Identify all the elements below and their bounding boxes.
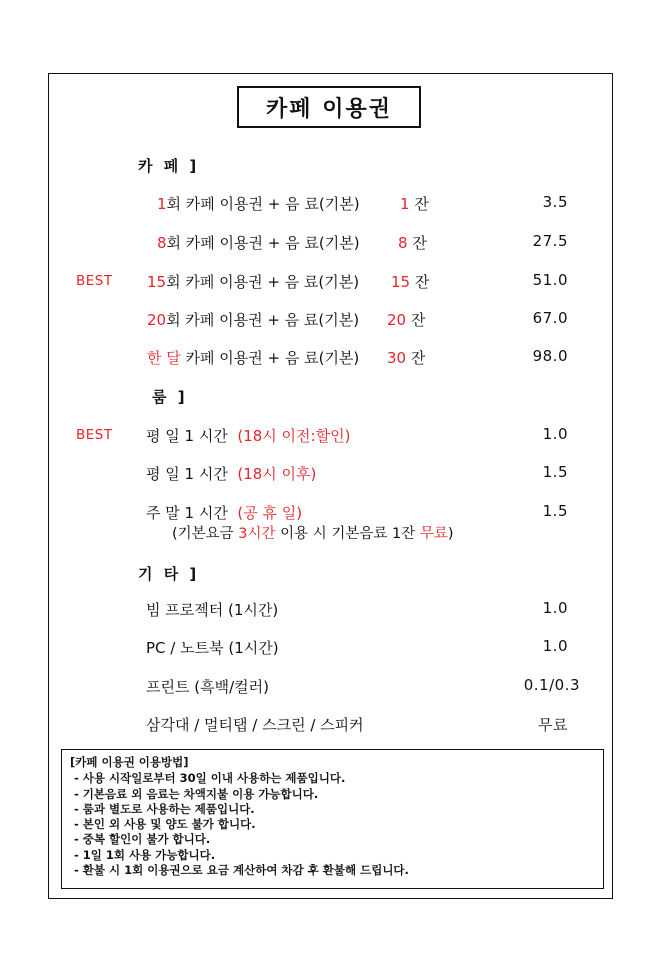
cafe-item-price: 98.0 (532, 347, 568, 365)
usage-note-item: - 환불 시 1회 이용권으로 요금 계산하여 차감 후 환불해 드립니다. (74, 863, 409, 878)
usage-note-item: - 룸과 별도로 사용하는 제품입니다. (74, 801, 255, 816)
best-badge: BEST (76, 273, 113, 289)
cafe-item-cups: 30 (387, 349, 407, 367)
room-item-row (0, 463, 672, 487)
room-item-label: 평 일 1 시간 (146, 465, 228, 483)
etc-item-price: 1.0 (542, 599, 568, 617)
room-item-label: 평 일 1 시간 (146, 427, 228, 445)
etc-item-row (0, 676, 672, 700)
room-item-note: (18시 이전:할인) (237, 427, 351, 445)
room-item-price: 1.0 (542, 425, 568, 443)
usage-note-item: - 본인 외 사용 및 양도 불가 합니다. (74, 817, 256, 832)
etc-item-price: 1.0 (542, 637, 568, 655)
etc-item-price: 0.1/0.3 (523, 676, 580, 694)
usage-note-item: - 중복 할인이 불가 합니다. (74, 832, 211, 847)
etc-item-label: PC / 노트북 (1시간) (146, 639, 279, 657)
cafe-item-cup-unit: 잔 (414, 273, 430, 291)
section-etc-heading: 기 타 ] (138, 565, 200, 583)
cafe-item-desc: 회 카페 이용권 + 음 료(기본) (166, 195, 360, 213)
cafe-item-cup-unit: 잔 (410, 349, 426, 367)
cafe-item-row (0, 309, 672, 333)
cafe-item-cup-unit: 잔 (412, 234, 427, 252)
room-base-fee-note: (기본요금 3시간 이용 시 기본음료 1잔 무료) (172, 526, 454, 542)
etc-item-row (0, 714, 672, 738)
cafe-item-row (0, 232, 672, 256)
cafe-item-cups: 20 (387, 311, 407, 329)
cafe-item-row (0, 347, 672, 371)
cafe-item-count: 8 (157, 234, 167, 252)
cafe-item-desc: 회 카페 이용권 + 음 료(기본) (166, 273, 360, 291)
room-item-label: 주 말 1 시간 (146, 504, 228, 522)
usage-note-item: - 1일 1회 사용 가능합니다. (74, 847, 216, 862)
cafe-item-desc: 회 카페 이용권 + 음 료(기본) (166, 234, 360, 252)
section-cafe-heading: 카 페 ] (138, 157, 200, 175)
cafe-item-count: 15 (147, 273, 167, 291)
cafe-item-row (0, 271, 672, 295)
cafe-item-cup-unit: 잔 (410, 311, 426, 329)
cafe-item-price: 27.5 (532, 232, 568, 250)
room-item-row (0, 425, 672, 449)
etc-item-label: 빔 프로젝터 (1시간) (146, 601, 279, 619)
cafe-item-price: 51.0 (532, 271, 568, 289)
etc-item-row (0, 599, 672, 623)
etc-item-label: 삼각대 / 멀티탭 / 스크린 / 스피커 (146, 716, 364, 734)
cafe-item-desc: 카페 이용권 + 음 료(기본) (180, 349, 360, 367)
cafe-item-row (0, 193, 672, 217)
cafe-item-cup-unit: 잔 (414, 195, 429, 213)
etc-item-price: 무료 (538, 716, 568, 734)
room-item-note: (18시 이후) (237, 465, 317, 483)
cafe-item-price: 67.0 (532, 309, 568, 327)
usage-note-item: - 사용 시작일로부터 30일 이내 사용하는 제품입니다. (74, 771, 346, 786)
cafe-item-count: 1 (157, 195, 167, 213)
cafe-item-cups: 8 (398, 234, 408, 252)
usage-note-item: - 기본음료 외 음료는 차액지불 이용 가능합니다. (74, 786, 319, 801)
cafe-item-price: 3.5 (542, 193, 568, 211)
section-room-heading: 룸 ] (152, 388, 188, 406)
cafe-item-cups: 15 (391, 273, 411, 291)
best-badge: BEST (76, 427, 113, 443)
room-item-price: 1.5 (542, 463, 568, 481)
etc-item-row (0, 637, 672, 661)
cafe-item-cups: 1 (400, 195, 410, 213)
room-item-price: 1.5 (542, 502, 568, 520)
cafe-item-count: 20 (147, 311, 167, 329)
cafe-item-count: 한 달 (147, 349, 181, 367)
page-title: 카페 이용권 (237, 86, 421, 128)
usage-notes-title: [카페 이용권 이용방법] (70, 755, 189, 769)
usage-notes-box (61, 749, 604, 889)
room-item-note: (공 휴 일) (237, 504, 303, 522)
cafe-item-desc: 회 카페 이용권 + 음 료(기본) (166, 311, 360, 329)
etc-item-label: 프린트 (흑백/컬러) (146, 678, 269, 696)
